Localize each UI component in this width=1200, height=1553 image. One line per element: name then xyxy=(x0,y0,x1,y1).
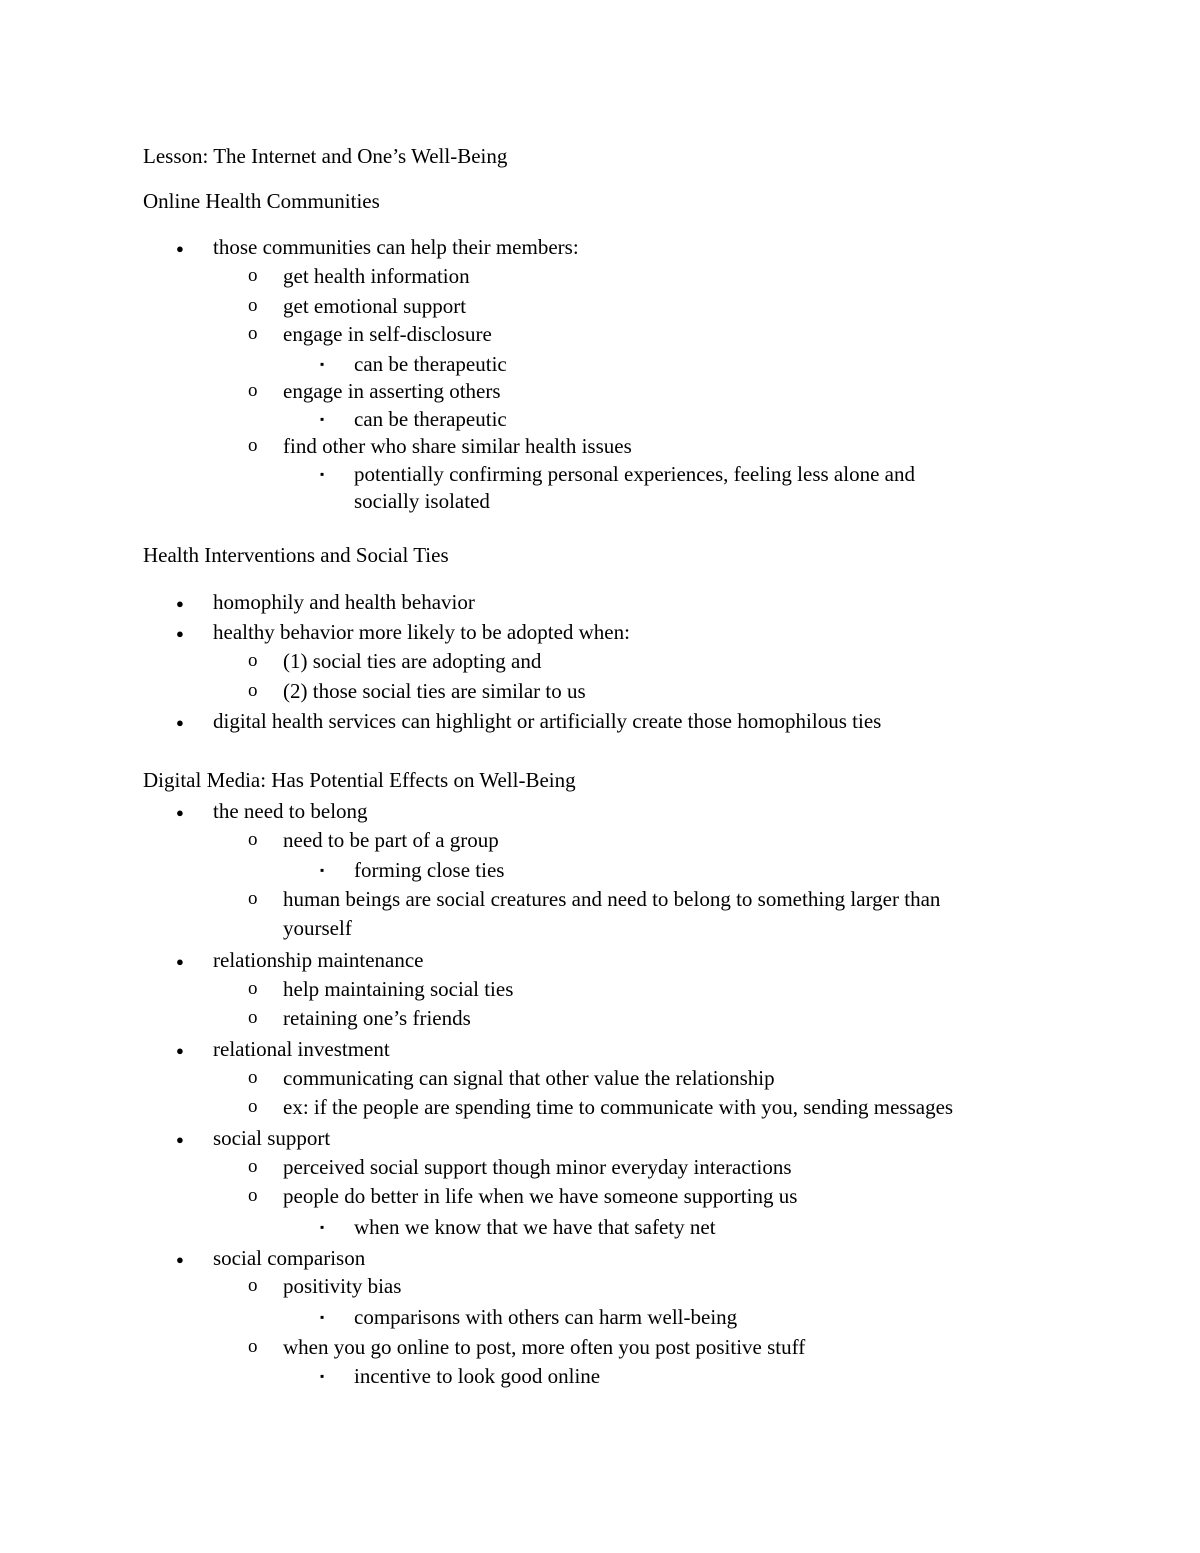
list-item: help maintaining social ties xyxy=(283,977,514,1001)
section-heading-digital-media: Digital Media: Has Potential Effects on Well-Being xyxy=(143,768,576,792)
list-item: human beings are social creatures and need to belong to something larger than xyxy=(283,887,941,911)
list-item: social comparison xyxy=(213,1246,366,1270)
list-item: communicating can signal that other value the relationship xyxy=(283,1066,775,1090)
bullet-marker: ▪ xyxy=(320,1369,325,1383)
list-item: (1) social ties are adopting and xyxy=(283,649,542,673)
bullet-marker: ▪ xyxy=(320,1310,325,1324)
bullet-marker: o xyxy=(248,380,258,401)
bullet-marker: o xyxy=(248,888,258,909)
list-item: people do better in life when we have someone supporting us xyxy=(283,1184,798,1208)
bullet-marker: ● xyxy=(176,1132,184,1147)
list-item: can be therapeutic xyxy=(354,352,507,376)
bullet-marker: o xyxy=(248,1067,258,1088)
bullet-marker: o xyxy=(248,1336,258,1357)
bullet-marker: o xyxy=(248,1185,258,1206)
bullet-marker: ● xyxy=(176,1043,184,1058)
list-item: forming close ties xyxy=(354,858,505,882)
bullet-marker: o xyxy=(248,650,258,671)
bullet-marker: ● xyxy=(176,805,184,820)
list-item: can be therapeutic xyxy=(354,407,507,431)
list-item: when you go online to post, more often you post positive stuff xyxy=(283,1335,806,1359)
bullet-marker: o xyxy=(248,295,258,316)
list-item: ex: if the people are spending time to communicate with you, sending messages xyxy=(283,1095,954,1119)
list-item: get emotional support xyxy=(283,294,467,318)
bullet-marker: o xyxy=(248,1275,258,1296)
list-item: digital health services can highlight or artificially create those homophilous ties xyxy=(213,709,882,733)
list-item: find other who share similar health issues xyxy=(283,434,632,458)
list-item: when we know that we have that safety net xyxy=(354,1215,716,1239)
list-item: positivity bias xyxy=(283,1274,402,1298)
list-item-continuation: socially isolated xyxy=(354,489,490,513)
list-item: homophily and health behavior xyxy=(213,590,475,614)
bullet-marker: ● xyxy=(176,241,184,256)
list-item: engage in asserting others xyxy=(283,379,501,403)
list-item: get health information xyxy=(283,264,470,288)
list-item: retaining one’s friends xyxy=(283,1006,471,1030)
list-item: incentive to look good online xyxy=(354,1364,601,1388)
bullet-marker: ● xyxy=(176,1252,184,1267)
bullet-marker: o xyxy=(248,435,258,456)
list-item: the need to belong xyxy=(213,799,368,823)
bullet-marker: ● xyxy=(176,626,184,641)
bullet-marker: o xyxy=(248,1096,258,1117)
bullet-marker: o xyxy=(248,265,258,286)
bullet-marker: o xyxy=(248,1007,258,1028)
section-heading-health-interventions: Health Interventions and Social Ties xyxy=(143,543,449,567)
bullet-marker: ● xyxy=(176,715,184,730)
bullet-marker: ▪ xyxy=(320,412,325,426)
section-heading-online-health-communities: Online Health Communities xyxy=(143,189,380,213)
bullet-marker: ▪ xyxy=(320,467,325,481)
bullet-marker: o xyxy=(248,323,258,344)
bullet-marker: o xyxy=(248,978,258,999)
bullet-marker: ● xyxy=(176,954,184,969)
bullet-marker: ▪ xyxy=(320,1220,325,1234)
list-item: potentially confirming personal experiences, feeling less alone and xyxy=(354,462,915,486)
list-item: social support xyxy=(213,1126,331,1150)
list-item: relationship maintenance xyxy=(213,948,424,972)
bullet-marker: o xyxy=(248,680,258,701)
bullet-marker: o xyxy=(248,829,258,850)
list-item: perceived social support though minor everyday interactions xyxy=(283,1155,792,1179)
list-item: (2) those social ties are similar to us xyxy=(283,679,586,703)
list-item-continuation: yourself xyxy=(283,916,352,940)
list-item: healthy behavior more likely to be adopted when: xyxy=(213,620,630,644)
bullet-marker: ▪ xyxy=(320,357,325,371)
document-title: Lesson: The Internet and One’s Well-Being xyxy=(143,144,508,168)
list-item: need to be part of a group xyxy=(283,828,499,852)
list-item: engage in self-disclosure xyxy=(283,322,492,346)
list-item: those communities can help their members: xyxy=(213,235,579,259)
bullet-marker: ● xyxy=(176,596,184,611)
list-item: comparisons with others can harm well-being xyxy=(354,1305,738,1329)
list-item: relational investment xyxy=(213,1037,390,1061)
bullet-marker: ▪ xyxy=(320,863,325,877)
bullet-marker: o xyxy=(248,1156,258,1177)
